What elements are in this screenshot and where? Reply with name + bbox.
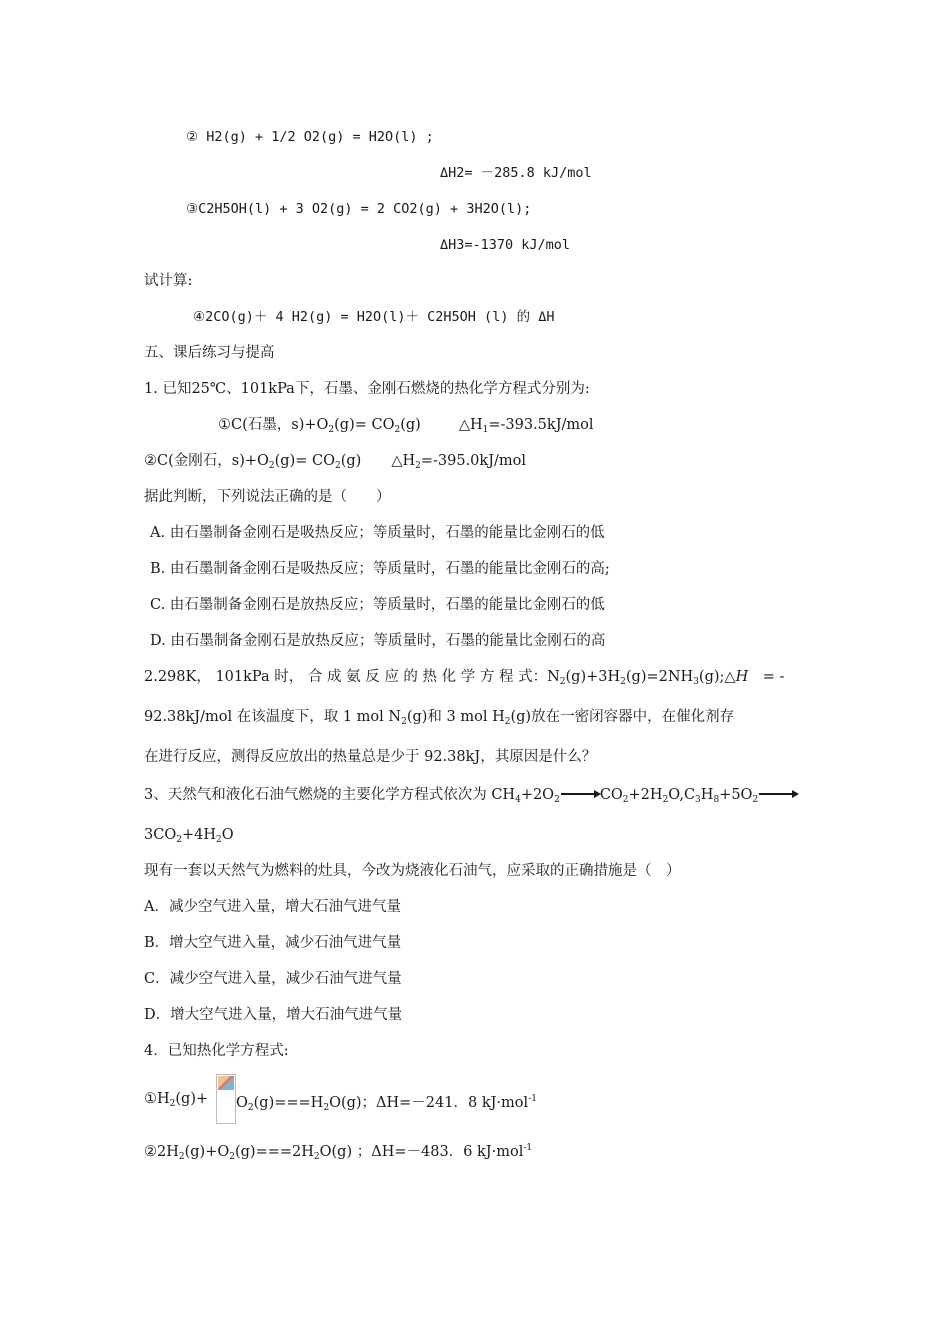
q3-option-b: B．增大空气进入量，减少石油气进气量	[144, 935, 402, 951]
equation-2-enthalpy: ΔH2= －285.8 kJ/mol	[440, 165, 592, 181]
q1-option-b: B. 由石墨制备金刚石是吸热反应；等质量时，石墨的能量比金刚石的高;	[150, 561, 610, 577]
broken-fraction-image-icon	[216, 1074, 236, 1124]
q2-stem-line-2: 92.38kJ/mol 在该温度下，取 1 mol $N_2(g)$和 3 mol $H_2(g)$放在一密闭容器中，在催化剂存	[144, 709, 735, 727]
q1-equation-diamond: ②C(金刚石，$s)+O_2(g)= CO_2(g)$ $\triangle H_2=-395.0kJ$/mol	[144, 453, 527, 471]
q4-equation-1a: $①H_2(g)+$	[144, 1091, 209, 1109]
q1-option-d: D. 由石墨制备金刚石是放热反应；等质量时，石墨的能量比金刚石的高	[150, 633, 606, 649]
reaction-arrow-icon	[561, 793, 599, 795]
q3-option-a: A．减少空气进入量，增大石油气进气量	[144, 899, 401, 915]
equation-3-enthalpy: ΔH3=-1370 kJ/mol	[440, 237, 571, 253]
q1-question: 据此判断，下列说法正确的是（ ）	[144, 489, 391, 505]
q3-option-d: D．增大空气进入量，增大石油气进气量	[144, 1007, 403, 1023]
equation-4: ④2CO(g)＋ 4 H2(g) = H2O(l)＋ C2H5OH (l) 的 ΔH	[193, 309, 555, 325]
q1-option-c: C. 由石墨制备金刚石是放热反应；等质量时，石墨的能量比金刚石的低	[150, 597, 605, 613]
q1-option-a: A. 由石墨制备金刚石是吸热反应；等质量时，石墨的能量比金刚石的低	[150, 525, 605, 541]
q2-stem-line-1: 2.298K， 101kPa 时， 合 成 氨 反 应 的 热 化 学 方 程 式：$N_2(g)+3H_2(g)=2NH_3(g);\triangle H$ = -	[144, 669, 785, 687]
q4-stem: 4．已知热化学方程式:	[144, 1043, 289, 1059]
reaction-arrow-icon	[759, 793, 797, 795]
q3-question: 现有一套以天然气为燃料的灶具，今改为烧液化石油气，应采取的正确措施是（ ）	[144, 863, 681, 879]
q4-equation-1b: $O_2(g)===H_2O(g)$；ΔH=－241．8 kJ·mol$^{-1}$	[236, 1094, 537, 1113]
section-5-heading: 五、课后练习与提高	[144, 345, 275, 361]
try-calculate-label: 试计算:	[144, 273, 193, 289]
q3-option-c: C．减少空气进入量，减少石油气进气量	[144, 971, 402, 987]
q3-stem-line-2: $3CO_2+4H_2O$	[144, 827, 234, 845]
q1-equation-graphite: ①C(石墨，$s)+O_2(g)= CO_2(g)$ $\triangle H_1=-393.5kJ$/mol	[218, 417, 594, 435]
q2-stem-line-3: 在进行反应，测得反应放出的热量总是少于 92.38kJ，其原因是什么？	[144, 749, 597, 765]
q4-equation-2: $②2H_2(g)+O_2(g)===2H_2O(g)$ ；ΔH=－483．6 kJ·mol$^{-1}$	[144, 1143, 533, 1162]
q1-stem: 1. 已知25℃、101kPa下，石墨、金刚石燃烧的热化学方程式分别为:	[144, 381, 590, 397]
q3-stem-line-1: 3、天然气和液化石油气燃烧的主要化学方程式依次为 $CH_4+2O_2$ $CO_2+2H_2O,C_3H_8+5O_2$	[144, 785, 798, 810]
equation-3: ③C2H5OH(l) + 3 O2(g) = 2 CO2(g) + 3H2O(l);	[186, 201, 532, 217]
equation-2: ② H2(g) + 1/2 O2(g) = H2O(l) ;	[186, 129, 434, 145]
